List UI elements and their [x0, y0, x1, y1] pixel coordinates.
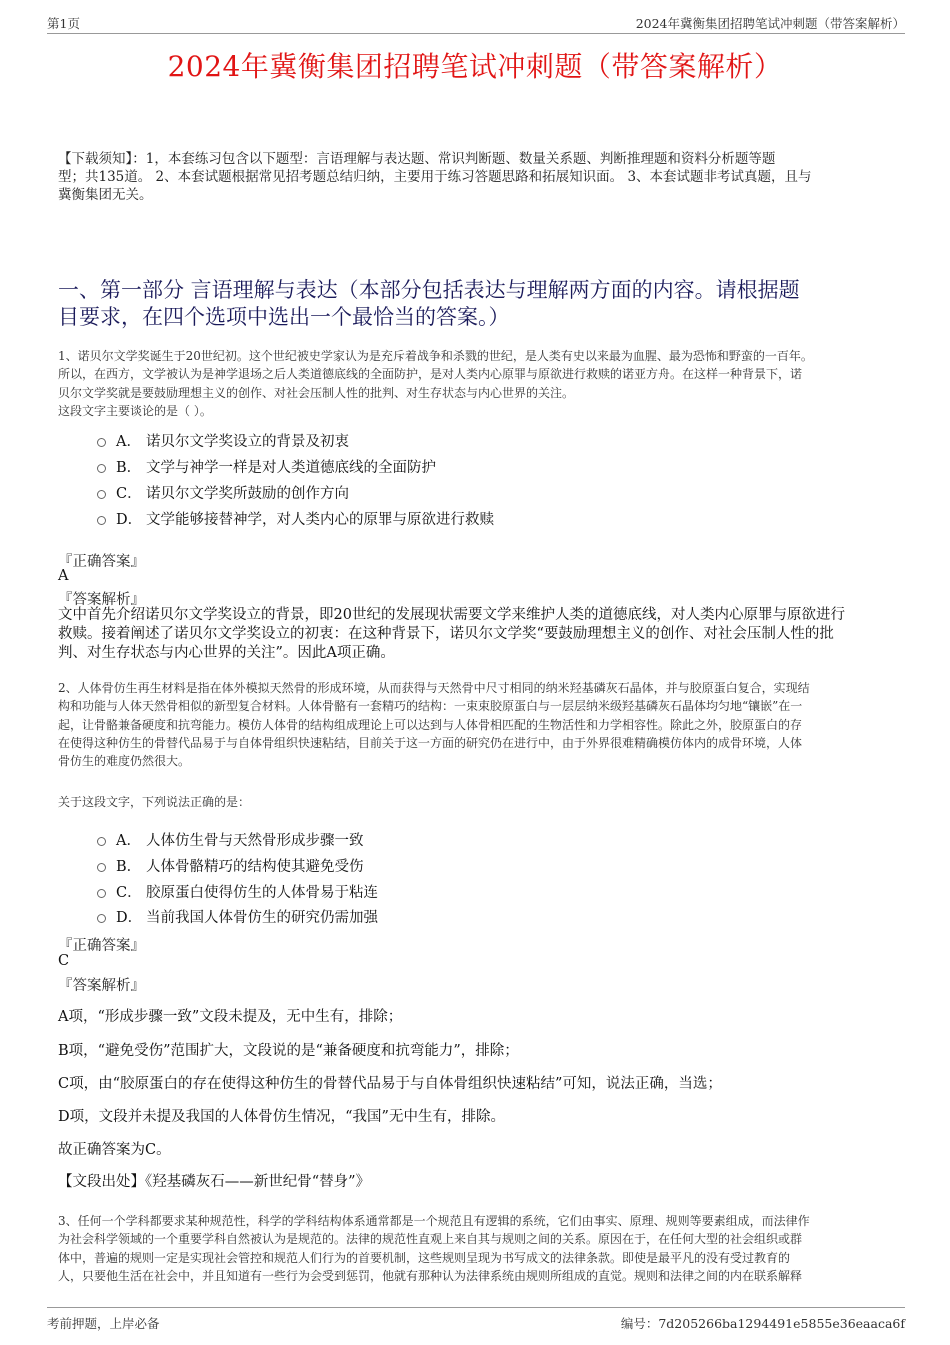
- section-heading-line: 一、第一部分 言语理解与表达（本部分包括表达与理解两方面的内容。请根据题: [58, 278, 800, 302]
- section-heading-line: 目要求，在四个选项中选出一个最恰当的答案。）: [58, 305, 510, 329]
- q2-analysis-d: D项，文段并未提及我国的人体骨仿生情况，“我国”无中生有，排除。: [58, 1109, 505, 1125]
- q2-passage-line: 2、人体骨仿生再生材料是指在体外模拟天然骨的形成环境，从而获得与天然骨中尺寸相同的纳米羟基磷灰石晶体，并与胶原蛋白复合，实现结: [58, 681, 810, 695]
- footer-slogan: 考前押题，上岸必备: [47, 1316, 160, 1331]
- q1-question: 这段文字主要谈论的是（ ）。: [58, 403, 212, 418]
- option-text: 人体骨骼精巧的结构使其避免受伤: [146, 859, 364, 875]
- q1-answer-heading: 『正确答案』: [58, 554, 145, 570]
- page-title: 2024年冀衡集团招聘笔试冲刺题（带答案解析）: [167, 50, 783, 83]
- q1-analysis-line: 判、对生存状态与内心世界的关注”。因此A项正确。: [58, 645, 395, 661]
- q2-option-c[interactable]: [97, 881, 378, 902]
- notice-line: 【下载须知】：1，本套练习包含以下题型：言语理解与表达题、常识判断题、数量关系题、判断推理题和资料分析题等题: [58, 151, 776, 167]
- option-text: 当前我国人体骨仿生的研究仍需加强: [146, 910, 378, 926]
- footer-divider: [47, 1307, 905, 1308]
- q1-analysis: [58, 606, 903, 663]
- q3-passage: [58, 1212, 903, 1285]
- radio-icon[interactable]: [97, 914, 106, 923]
- q3-passage-line: 为社会科学领域的一个重要学科自然被认为是规范的。法律的规范性直观上来自其与规则之间的关系。原因在于，在任何大型的社会组织或群: [58, 1232, 803, 1247]
- q1-option-c[interactable]: [97, 482, 349, 503]
- option-text: 文学能够接替神学，对人类内心的原罪与原欲进行救赎: [146, 512, 494, 528]
- q1-answer: A: [58, 568, 69, 584]
- notice-line: 型；共135道。 2、本套试题根据常见招考题总结归纳，主要用于练习答题思路和拓展知识面。 3、本套试题非考试真题，且与: [58, 169, 812, 185]
- notice-line: 冀衡集团无关。: [58, 187, 153, 203]
- q3-passage-line: 人，只要他生活在社会中，并且知道有一些行为会受到惩罚，他就有那种认为法律系统由规则所组成的直觉。规则和法律之间的内在联系解释: [58, 1268, 803, 1283]
- option-text: 人体仿生骨与天然骨形成步骤一致: [146, 833, 364, 849]
- radio-icon[interactable]: [97, 490, 106, 499]
- q1-option-a[interactable]: [97, 430, 349, 451]
- option-text: 胶原蛋白使得仿生的人体骨易于粘连: [146, 885, 378, 901]
- option-label: D．: [116, 910, 143, 926]
- q2-conclusion: 故正确答案为C。: [58, 1142, 171, 1158]
- q1-passage-line: 所以，在西方，文学被认为是神学退场之后人类道德底线的全面防护，是对人类内心原罪与原欲进行救赎的诺亚方舟。在这样一种背景下，诺: [58, 367, 803, 382]
- q2-answer-heading: 『正确答案』: [58, 938, 145, 954]
- q3-passage-line: 3、任何一个学科都要求某种规范性，科学的学科结构体系通常都是一个规范且有逻辑的系统，它们由事实、原理、规则等要素组成，而法律作: [58, 1214, 810, 1228]
- option-text: 文学与神学一样是对人类道德底线的全面防护: [146, 460, 436, 476]
- header-divider: [47, 33, 905, 34]
- option-label: A．: [116, 434, 141, 450]
- radio-icon[interactable]: [97, 837, 106, 846]
- q1-passage: [58, 347, 903, 420]
- radio-icon[interactable]: [97, 516, 106, 525]
- q2-option-a[interactable]: [97, 829, 364, 850]
- download-notice: [58, 150, 903, 204]
- q2-question: 关于这段文字，下列说法正确的是：: [58, 795, 251, 809]
- option-label: B．: [116, 859, 142, 875]
- option-label: D．: [116, 512, 143, 528]
- q2-answer: C: [58, 953, 70, 969]
- q3-passage-line: 体中，普遍的规则一定是实现社会管控和规范人们行为的首要机制，这些规则呈现为书写成文的法律条款。即使是最平凡的没有受过教育的: [58, 1250, 791, 1265]
- q2-analysis-b: B项，“避免受伤”范围扩大，文段说的是“兼备硬度和抗弯能力”，排除；: [58, 1043, 519, 1059]
- radio-icon[interactable]: [97, 438, 106, 447]
- radio-icon[interactable]: [97, 863, 106, 872]
- q1-analysis-line: 文中首先介绍诺贝尔文学奖设立的背景，即20世纪的发展现状需要文学来维护人类的道德底线，对人类内心原罪与原欲进行: [58, 607, 845, 623]
- q2-option-b[interactable]: [97, 855, 364, 876]
- q1-analysis-heading: 『答案解析』: [58, 592, 145, 608]
- q2-analysis-c: C项，由“胶原蛋白的存在使得这种仿生的骨替代品易于与自体骨组织快速粘结”可知，说法正确，当选；: [58, 1076, 722, 1092]
- q2-passage: [58, 679, 903, 770]
- q2-passage-line: 构和功能与人体天然骨相似的新型复合材料。人体骨骼有一套精巧的结构：一束束胶原蛋白与一层层纳米级羟基磷灰石晶体均匀地“镶嵌”在一: [58, 699, 803, 714]
- q2-option-d[interactable]: [97, 906, 378, 927]
- q2-passage-line: 在使得这种仿生的骨替代品易于与自体骨组织快速粘结，目前关于这一方面的研究仍在进行中，由于外界很难精确模仿体内的成骨环境，人体: [58, 735, 803, 750]
- option-text: 诺贝尔文学奖设立的背景及初衷: [146, 434, 349, 450]
- section-heading: [58, 277, 903, 331]
- q1-option-b[interactable]: [97, 456, 436, 477]
- footer-doc-id: 编号：7d205266ba1294491e5855e36eaaca6f: [620, 1316, 905, 1331]
- q2-analysis-a: A项，“形成步骤一致”文段未提及，无中生有，排除；: [58, 1009, 403, 1025]
- option-label: A．: [116, 833, 141, 849]
- header-doc-title: 2024年冀衡集团招聘笔试冲刺题（带答案解析）: [635, 16, 905, 31]
- radio-icon[interactable]: [97, 464, 106, 473]
- option-text: 诺贝尔文学奖所鼓励的创作方向: [146, 486, 349, 502]
- page-number: 第1页: [47, 16, 80, 31]
- q2-source: 【文段出处】《羟基磷灰石——新世纪骨“替身”》: [58, 1174, 371, 1190]
- radio-icon[interactable]: [97, 889, 106, 898]
- q1-passage-line: 1、诺贝尔文学奖诞生于20世纪初。这个世纪被史学家认为是充斥着战争和杀戮的世纪，是人类有史以来最为血腥、最为恐怖和野蛮的一百年。: [58, 349, 813, 363]
- q1-option-d[interactable]: [97, 508, 494, 529]
- option-label: C．: [116, 486, 142, 502]
- option-label: C．: [116, 885, 142, 901]
- q2-passage-line: 起，让骨骼兼备硬度和抗弯能力。模仿人体骨的结构组成理论上可以达到与人体骨相匹配的生物活性和力学相容性。除此之外，胶原蛋白的存: [58, 717, 803, 732]
- option-label: B．: [116, 460, 142, 476]
- q2-passage-line: 骨仿生的难度仍然很大。: [58, 754, 191, 769]
- q1-analysis-line: 救赎。接着阐述了诺贝尔文学奖设立的初衷：在这种背景下，诺贝尔文学奖“要鼓励理想主义的创作、对社会压制人性的批: [58, 626, 834, 642]
- q2-analysis-heading: 『答案解析』: [58, 978, 145, 994]
- q1-passage-line: 贝尔文学奖就是要鼓励理想主义的创作、对社会压制人性的批判、对生存状态与内心世界的关注。: [58, 385, 575, 400]
